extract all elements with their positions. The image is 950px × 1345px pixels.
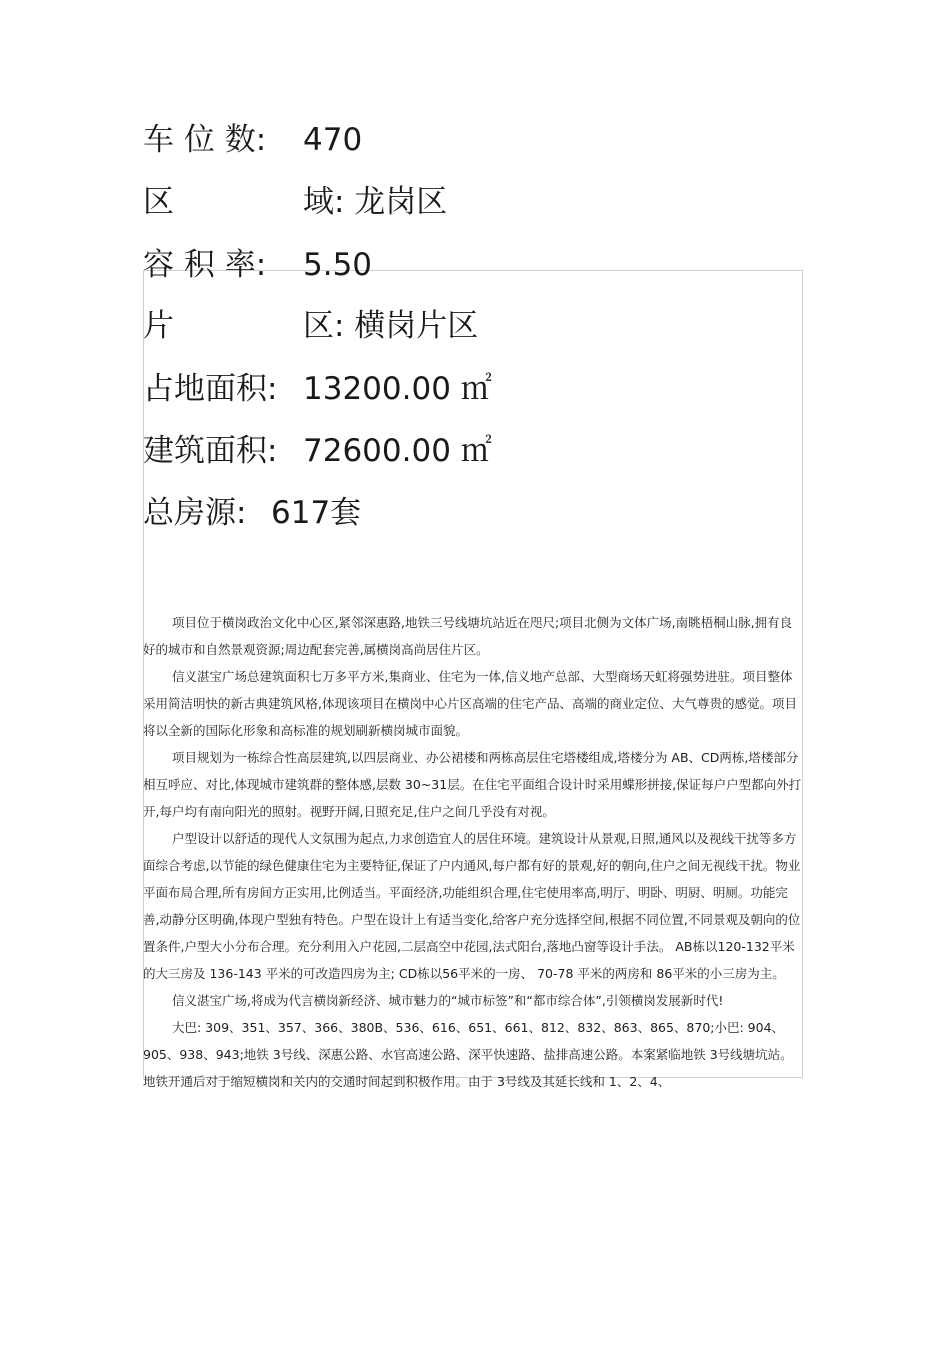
paragraph-planning: 项目规划为一栋综合性高层建筑,以四层商业、办公裙楼和两栋高层住宅塔楼组成,塔楼分为 AB、CD两栋,塔楼部分相互呼应、对比,体现城市建筑群的整体感,层数 30~31层。在住宅平面组合设计时采用蝶形拼接,保证每户户型都向外打开,每户均有南向阳光的照射。视野开阔,日照充足,住户之间几乎没有对视。	[143, 750, 802, 819]
spec-value: 13200.00 ㎡	[303, 371, 492, 407]
spec-label: 容 积 率:	[143, 247, 267, 283]
paragraph-vision: 信义湛宝广场,将成为代言横岗新经济、城市魅力的“城市标签”和“都市综合体”,引领横岗发展新时代!	[172, 993, 724, 1008]
spec-label: 建筑面积:	[143, 433, 278, 469]
spec-value: 域: 龙岗区	[303, 184, 448, 220]
paragraph-location: 项目位于横岗政治文化中心区,紧邻深惠路,地铁三号线塘坑站近在咫尺;项目北侧为文体广场,南眺梧桐山脉,拥有良好的城市和自然景观资源;周边配套完善,属横岗高尚居住片区。	[143, 615, 793, 657]
project-description	[143, 609, 803, 1095]
spec-label: 区	[143, 184, 174, 220]
spec-label: 总房源:	[143, 495, 247, 531]
paragraph-transport: 大巴: 309、351、357、366、380B、536、616、651、661、812、832、863、865、870;小巴: 904、905、938、943;地铁 3号线、深惠公路、水官高速公路、深平快速路、盐排高速公路。本案紧临地铁 3号线塘坑站。地铁开通后对于缩短横岗和关内的交通时间起到积极作用。由于 3号线及其延长线和 1、2、4、	[143, 1020, 793, 1089]
spec-label: 片	[143, 308, 174, 344]
spec-value: 470	[303, 122, 363, 158]
spec-value: 区: 横岗片区	[303, 308, 479, 344]
paragraph-unit-design: 户型设计以舒适的现代人文氛围为起点,力求创造宜人的居住环境。建筑设计从景观,日照,通风以及视线干扰等多方面综合考虑,以节能的绿色健康住宅为主要特征,保证了户内通风,每户都有好的景观,好的朝向,住户之间无视线干扰。物业平面布局合理,所有房间方正实用,比例适当。平面经济,功能组织合理,住宅使用率高,明厅、明卧、明厨、明厕。功能完善,动静分区明确,体现户型独有特色。户型在设计上有适当变化,给客户充分选择空间,根据不同位置,不同景观及朝向的位置条件,户型大小分布合理。充分利用入户花园,二层高空中花园,法式阳台,落地凸窗等设计手法。 AB栋以120-132平米的大三房及 136-143 平米的可改造四房为主; CD栋以56平米的一房、 70-78 平米的两房和 86平米的小三房为主。	[143, 831, 801, 981]
spec-value: 72600.00 ㎡	[303, 433, 492, 469]
spec-label: 占地面积:	[143, 371, 278, 407]
paragraph-overview: 信义湛宝广场总建筑面积七万多平方米,集商业、住宅为一体,信义地产总部、大型商场天虹将强势进驻。项目整体采用简洁明快的新古典建筑风格,体现该项目在横岗中心片区高端的住宅产品、高端的商业定位、大气尊贵的感觉。项目将以全新的国际化形象和高标准的规划刷新横岗城市面貌。	[143, 669, 797, 738]
spec-value: 5.50	[303, 247, 373, 283]
spec-label: 车 位 数:	[143, 122, 267, 158]
spec-value: 617套	[271, 495, 362, 531]
